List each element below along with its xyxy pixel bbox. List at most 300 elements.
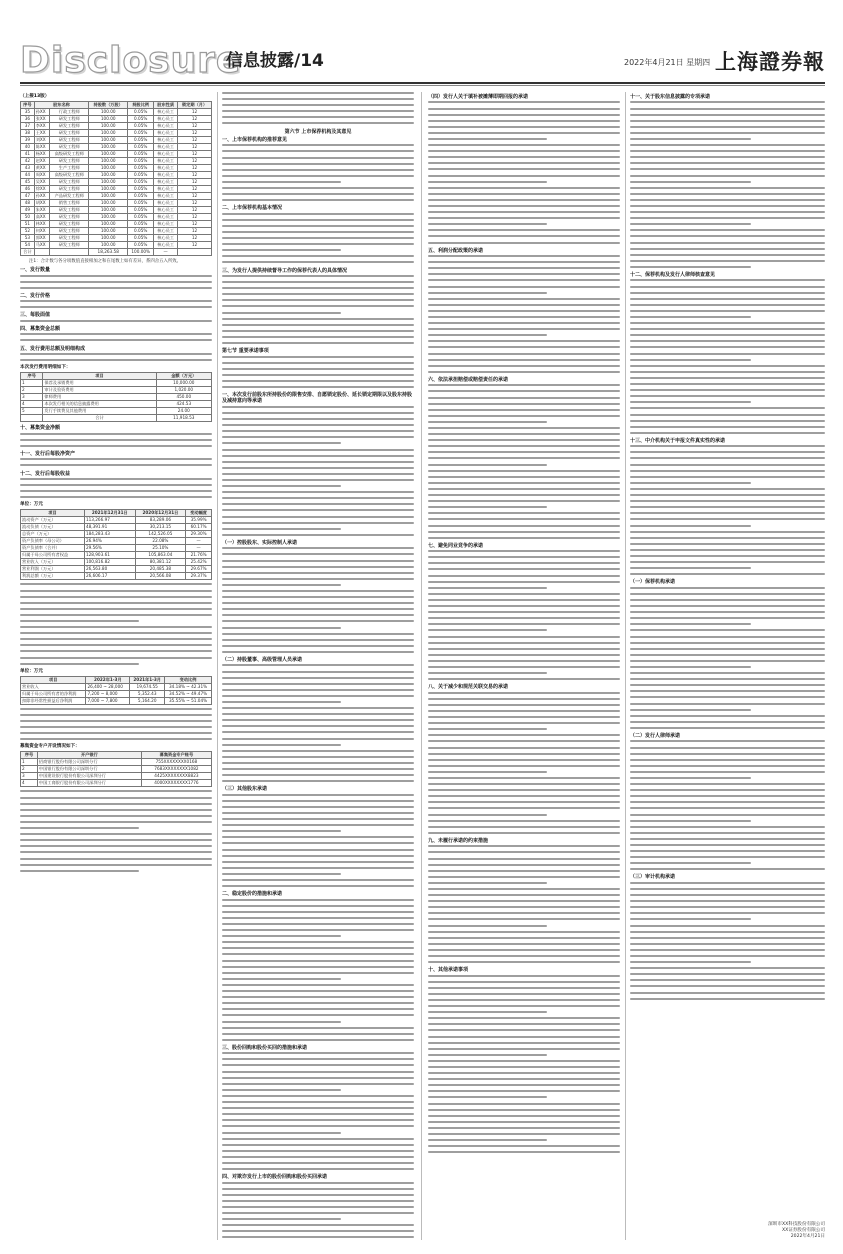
table-cell: 核心员工	[154, 151, 178, 158]
text-line	[630, 108, 825, 110]
text-line	[428, 1115, 620, 1117]
table-cell: 49	[21, 207, 35, 214]
text-line	[222, 731, 414, 733]
text-line	[630, 359, 751, 361]
text-line	[630, 426, 825, 428]
table-cell: 46	[21, 186, 35, 193]
text-line	[222, 231, 414, 233]
text-line	[222, 406, 414, 408]
text-line	[428, 864, 620, 866]
table-cell: 29.67%	[186, 566, 212, 573]
table-cell: 100.00	[89, 109, 128, 116]
text-line	[222, 430, 414, 432]
text-line	[630, 266, 751, 268]
text-line	[222, 356, 414, 358]
table-cell: 0.05%	[128, 200, 154, 207]
text-line	[20, 333, 212, 335]
body-text	[20, 458, 212, 466]
table-cell: 核心员工	[154, 172, 178, 179]
text-line	[428, 500, 620, 502]
text-line	[20, 708, 212, 710]
forecast-table	[20, 676, 212, 705]
text-line	[222, 768, 414, 770]
text-line	[20, 439, 212, 441]
text-line	[428, 777, 620, 779]
section-heading: 九、未履行承诺的约束措施	[428, 837, 489, 844]
table-cell: 研发工程师	[50, 116, 89, 123]
text-line	[428, 193, 620, 195]
text-line	[222, 175, 414, 177]
body-text	[428, 550, 620, 680]
table-cell: 3	[21, 773, 38, 780]
text-line	[222, 578, 414, 580]
dateline: 2022年4月21日 星期四	[624, 58, 711, 67]
section-heading: 十一、发行后每股净资产	[20, 450, 76, 457]
table-cell: 研发工程师	[50, 123, 89, 130]
text-line	[630, 844, 825, 846]
text-line	[630, 494, 825, 496]
text-line	[222, 424, 414, 426]
body-text	[222, 1182, 414, 1240]
text-line	[630, 445, 825, 447]
table-cell: 0.05%	[128, 179, 154, 186]
text-line	[630, 740, 825, 742]
table-row	[21, 531, 212, 538]
table-cell: 0.05%	[128, 137, 154, 144]
text-line	[428, 525, 620, 527]
text-line	[428, 981, 620, 983]
text-line	[222, 92, 414, 94]
text-line	[630, 801, 825, 803]
text-line	[222, 237, 414, 239]
text-line	[428, 807, 620, 809]
text-line	[222, 275, 414, 277]
table-row	[21, 109, 212, 116]
text-line	[428, 235, 620, 237]
text-line	[20, 726, 212, 728]
text-line	[630, 217, 825, 219]
table-cell: 本次发行相关的信息披露费用	[43, 401, 156, 408]
table-header-cell: 项目	[21, 510, 85, 517]
text-line	[630, 973, 825, 975]
text-line	[630, 476, 825, 478]
text-line	[20, 833, 212, 835]
text-line	[428, 906, 620, 908]
text-line	[630, 937, 825, 939]
table-cell: 12	[178, 200, 212, 207]
text-line	[222, 497, 414, 499]
table-row	[21, 151, 212, 158]
table-caption: 募集资金专户开设情况如下：	[20, 744, 80, 750]
section-heading: 十一、关于股东信息披露的专项承诺	[630, 94, 711, 100]
text-line	[630, 132, 825, 134]
text-line	[428, 304, 620, 306]
table-cell: 0.05%	[128, 228, 154, 235]
table-cell: 核心员工	[154, 235, 178, 242]
text-line	[428, 531, 620, 533]
text-line	[222, 144, 414, 146]
table-cell: 12	[178, 172, 212, 179]
text-line	[428, 340, 620, 342]
section-heading: 一、本次发行前股东所持股份的限售安排、自愿锁定股份、延长锁定期限以及股东持股及减持意向等承诺	[222, 392, 413, 405]
text-line	[428, 1042, 620, 1044]
table-row	[21, 545, 212, 552]
text-line	[428, 666, 620, 668]
text-line	[630, 709, 751, 711]
text-line	[222, 368, 414, 370]
text-line	[630, 451, 825, 453]
text-line	[222, 104, 414, 106]
text-line	[222, 1182, 414, 1184]
text-line	[630, 537, 825, 539]
text-line	[428, 734, 620, 736]
text-line	[20, 590, 212, 592]
table-cell: 资产负债率（母公司）	[21, 538, 85, 545]
table-caption: （上接13版）	[20, 94, 50, 99]
text-line	[428, 876, 620, 878]
text-line	[630, 316, 751, 318]
text-line	[428, 1145, 620, 1147]
text-line	[428, 421, 547, 423]
text-line	[222, 572, 414, 574]
table-cell: 核心员工	[154, 242, 178, 249]
column-divider	[421, 92, 422, 1240]
table-cell: 0.05%	[128, 193, 154, 200]
table-cell: 7,200 ~ 8,000	[86, 690, 130, 697]
column-2	[222, 92, 414, 1240]
text-line	[222, 261, 414, 263]
body-text	[222, 275, 414, 344]
table-cell: 高级研发工程师	[50, 172, 89, 179]
text-line	[222, 602, 414, 604]
table-row	[21, 179, 212, 186]
body-text	[630, 740, 825, 870]
text-line	[630, 795, 825, 797]
text-line	[428, 851, 620, 853]
text-line	[630, 820, 751, 822]
text-line	[630, 120, 825, 122]
table-cell: 0.05%	[128, 186, 154, 193]
text-line	[222, 461, 414, 463]
table-cell: 54	[21, 242, 35, 249]
text-line	[428, 740, 620, 742]
text-line	[428, 488, 620, 490]
table-cell: 2	[21, 387, 43, 394]
text-line	[428, 753, 620, 755]
table-cell: 100.00	[89, 235, 128, 242]
table-cell: 5,164.20	[130, 697, 165, 704]
table-cell: 25.42%	[186, 559, 212, 566]
text-line	[630, 617, 825, 619]
text-line	[222, 1132, 341, 1134]
table-cell: 19,674.55	[130, 683, 165, 690]
text-line	[222, 941, 414, 943]
body-text	[20, 275, 212, 289]
text-line	[20, 281, 212, 283]
table-cell: 100.00	[89, 116, 128, 123]
text-line	[428, 439, 620, 441]
text-line	[20, 720, 212, 722]
text-line	[428, 599, 620, 601]
table-cell: 核心员工	[154, 158, 178, 165]
text-line	[630, 420, 825, 422]
table-row	[21, 394, 212, 401]
text-line	[222, 1101, 414, 1103]
text-line	[222, 213, 414, 215]
text-line	[630, 482, 751, 484]
table-cell: 12	[178, 137, 212, 144]
table-cell: —	[154, 249, 178, 256]
text-line	[428, 353, 620, 355]
table-row	[21, 137, 212, 144]
table-cell: 徐XX	[34, 186, 50, 193]
text-line	[222, 110, 414, 112]
text-line	[630, 229, 825, 231]
text-line	[428, 568, 620, 570]
table-row	[21, 242, 212, 249]
table-cell: 44	[21, 172, 35, 179]
text-line	[20, 626, 212, 628]
text-line	[630, 395, 825, 397]
text-line	[630, 961, 751, 963]
text-line	[222, 584, 341, 586]
table-cell: 128,903.61	[84, 552, 135, 559]
table-cell: 中国建设银行股份有限公司深圳分行	[37, 773, 141, 780]
text-line	[630, 383, 825, 385]
body-text	[222, 356, 414, 388]
table-cell: 100.00	[89, 214, 128, 221]
table-cell: 0.05%	[128, 214, 154, 221]
table-cell: 0.05%	[128, 130, 154, 137]
section-heading: 六、依法承担赔偿或赔偿责任的承诺	[428, 376, 509, 383]
section-heading: （一）保荐机构承诺	[630, 579, 676, 586]
text-line	[222, 299, 414, 301]
section-heading: 十、其他承诺事项	[428, 967, 469, 974]
table-cell: 100.00	[89, 179, 128, 186]
text-line	[222, 1014, 414, 1016]
text-line	[20, 663, 139, 665]
text-line	[428, 556, 620, 558]
table-header-cell: 开户银行	[37, 752, 141, 759]
text-line	[428, 518, 620, 520]
table-row	[21, 214, 212, 221]
text-line	[222, 645, 414, 647]
table-cell: 赵XX	[34, 158, 50, 165]
table-row	[21, 566, 212, 573]
table-row	[21, 697, 212, 704]
text-line	[428, 900, 620, 902]
text-line	[630, 242, 825, 244]
table-cell: 刘XX	[34, 137, 50, 144]
text-line	[630, 156, 825, 158]
table-cell: 核心员工	[154, 221, 178, 228]
table-cell: 0.05%	[128, 242, 154, 249]
text-line	[20, 821, 212, 823]
text-line	[222, 780, 414, 782]
table-header-cell: 项目	[43, 373, 156, 380]
text-line	[630, 850, 825, 852]
table-cell: 7683XXXXXXXX1082	[141, 766, 211, 773]
text-line	[428, 273, 620, 275]
text-line	[428, 1023, 620, 1025]
text-line	[428, 575, 620, 577]
text-line	[630, 254, 825, 256]
text-line	[630, 555, 825, 557]
text-line	[428, 199, 620, 201]
text-line	[630, 611, 825, 613]
text-line	[428, 1096, 547, 1098]
text-line	[630, 407, 825, 409]
body-text	[630, 587, 825, 729]
table-row	[21, 408, 212, 415]
table-cell: 12	[178, 144, 212, 151]
body-text	[222, 899, 414, 1041]
table-header-cell: 股东名称	[34, 102, 89, 109]
text-line	[222, 818, 414, 820]
table-cell: 12	[178, 186, 212, 193]
text-line	[222, 1119, 414, 1121]
text-line	[428, 242, 620, 244]
text-line	[428, 771, 547, 773]
text-line	[222, 923, 414, 925]
text-line	[428, 445, 620, 447]
text-line	[428, 286, 620, 288]
text-line	[222, 996, 414, 998]
table-cell: 12	[178, 158, 212, 165]
text-line	[428, 346, 620, 348]
table-cell: 21.76%	[186, 552, 212, 559]
text-line	[630, 543, 825, 545]
text-line	[630, 187, 825, 189]
text-line	[222, 990, 414, 992]
table-cell: 王XX	[34, 130, 50, 137]
body-text	[20, 583, 212, 664]
text-line	[20, 738, 212, 740]
text-line	[20, 287, 212, 289]
text-line	[428, 783, 620, 785]
table-cell: 45	[21, 179, 35, 186]
table-cell: 12	[178, 242, 212, 249]
table-row	[21, 165, 212, 172]
text-line	[428, 506, 547, 508]
text-line	[428, 384, 620, 386]
table-row	[21, 690, 212, 697]
text-line	[630, 998, 825, 1000]
text-line	[20, 851, 212, 853]
table-cell: 42	[21, 158, 35, 165]
text-line	[222, 1064, 414, 1066]
table-cell: 12	[178, 109, 212, 116]
text-line	[222, 1236, 414, 1238]
text-line	[428, 187, 620, 189]
text-line	[222, 608, 414, 610]
text-line	[428, 1139, 547, 1141]
masthead-rule-thin	[20, 85, 825, 86]
text-line	[222, 800, 414, 802]
table-cell: 核心员工	[154, 200, 178, 207]
text-line	[630, 587, 825, 589]
table-cell: 100.00	[89, 165, 128, 172]
text-line	[630, 599, 825, 601]
text-line	[222, 879, 414, 881]
text-line	[222, 150, 414, 152]
table-cell: 25.10%	[135, 545, 186, 552]
table-row	[21, 387, 212, 394]
text-line	[20, 339, 212, 341]
table-row	[21, 773, 212, 780]
text-line	[428, 1121, 620, 1123]
text-line	[222, 473, 414, 475]
text-line	[222, 1033, 414, 1035]
table-row	[21, 228, 212, 235]
text-line	[428, 716, 620, 718]
table-cell: 研发工程师	[50, 186, 89, 193]
text-line	[20, 490, 212, 492]
text-line	[222, 547, 414, 549]
text-line	[630, 365, 825, 367]
table-cell: 47	[21, 193, 35, 200]
table-cell: 100.00	[89, 137, 128, 144]
text-line	[222, 122, 414, 124]
text-line	[222, 1039, 414, 1041]
text-line	[428, 1029, 620, 1031]
text-line	[428, 403, 620, 405]
text-line	[630, 488, 825, 490]
column-1	[20, 92, 212, 1240]
text-line	[222, 695, 414, 697]
section-heading: （一）控股股东、实际控制人承诺	[222, 539, 298, 546]
text-line	[222, 553, 414, 555]
table-cell: 1	[21, 759, 38, 766]
text-line	[630, 223, 751, 225]
table-cell: 胡XX	[34, 200, 50, 207]
text-line	[428, 894, 620, 896]
text-line	[630, 949, 825, 951]
table-cell: 48	[21, 200, 35, 207]
text-line	[630, 832, 825, 834]
table-cell: 20,566.08	[135, 573, 186, 580]
text-line	[222, 225, 414, 227]
text-line	[222, 436, 414, 438]
text-line	[428, 415, 620, 417]
text-line	[222, 707, 414, 709]
text-line	[222, 509, 414, 511]
table-row	[21, 193, 212, 200]
table-cell	[50, 249, 89, 256]
table-cell: 100.00	[89, 172, 128, 179]
text-line	[222, 1218, 341, 1220]
shareholder-table	[20, 101, 212, 256]
table-cell: 3	[21, 394, 43, 401]
signature-sponsor: XX证券股份有限公司	[781, 1228, 825, 1233]
body-text	[222, 144, 414, 201]
table-cell: 孙XX	[34, 109, 50, 116]
section-heading: （二）发行人律师承诺	[630, 733, 681, 739]
text-line	[428, 144, 620, 146]
section-heading: 三、每股面值	[20, 312, 51, 319]
table-cell: 26.94%	[84, 538, 135, 545]
table-cell: 0.05%	[128, 158, 154, 165]
text-line	[428, 611, 620, 613]
text-line	[222, 1021, 341, 1023]
table-cell: 12	[178, 179, 212, 186]
text-line	[222, 1071, 414, 1073]
text-line	[630, 101, 825, 103]
table-cell: 核心员工	[154, 109, 178, 116]
table-cell: 研发工程师	[50, 228, 89, 235]
text-line	[428, 261, 620, 263]
text-line	[428, 494, 620, 496]
